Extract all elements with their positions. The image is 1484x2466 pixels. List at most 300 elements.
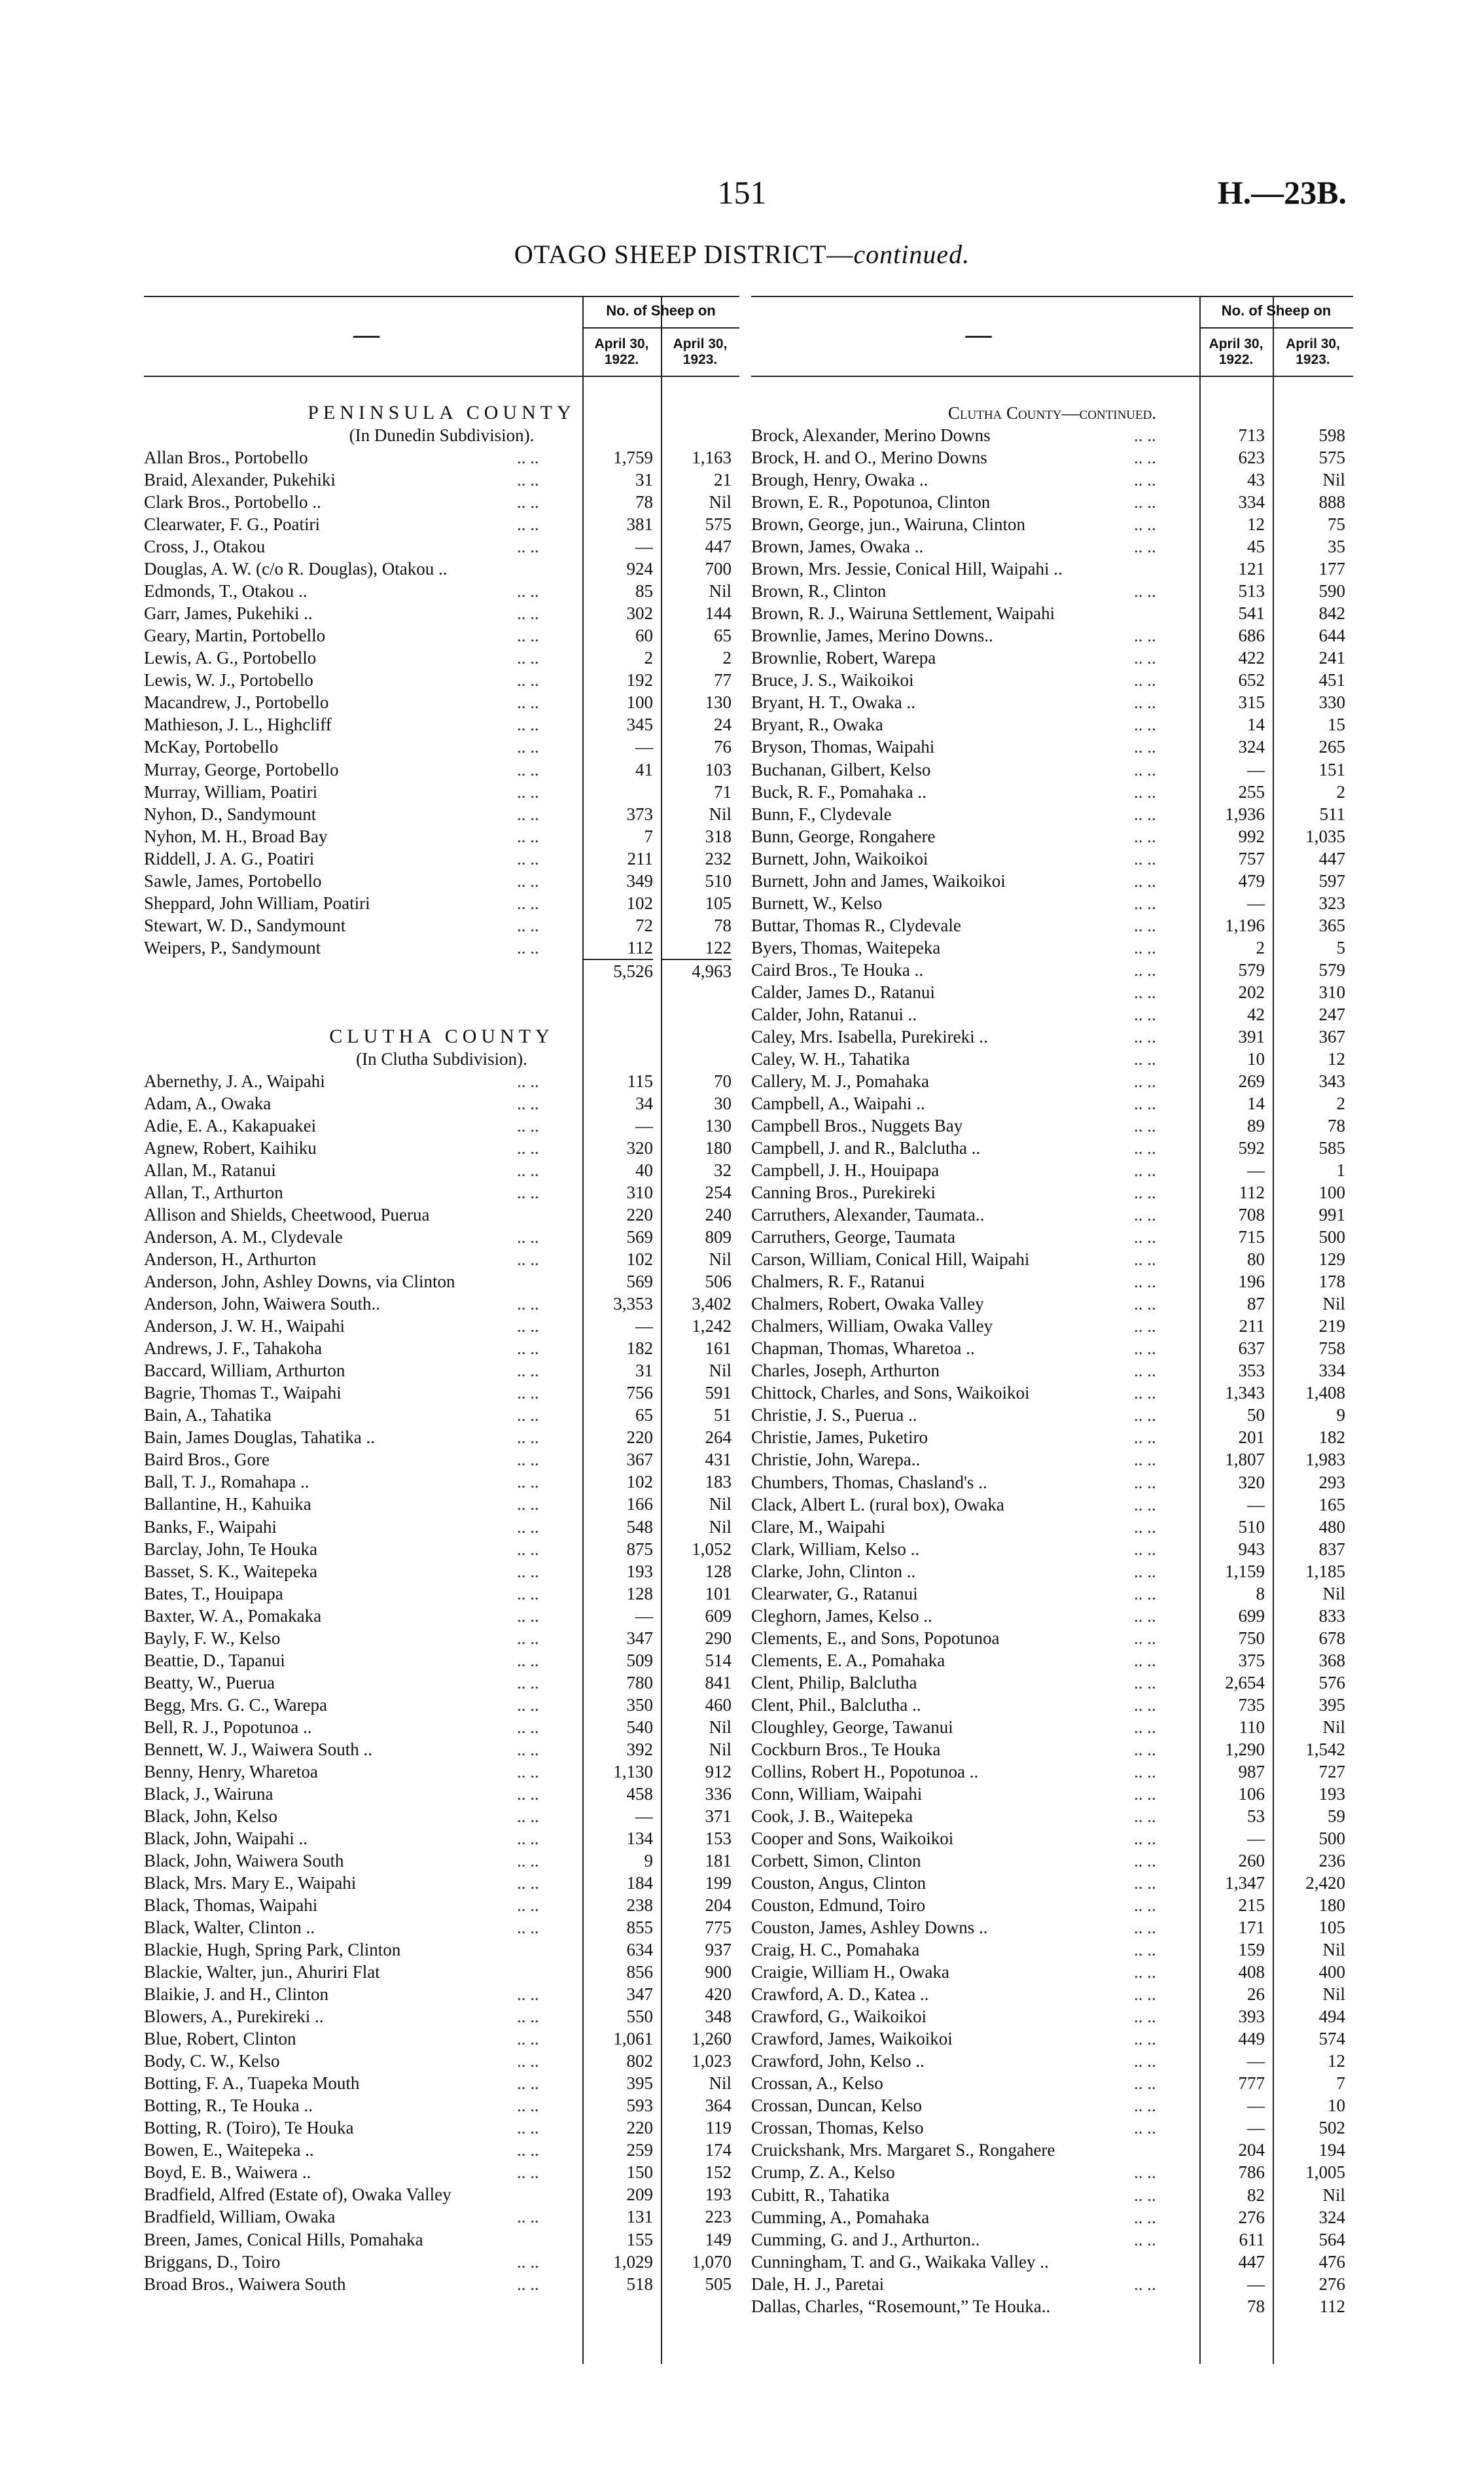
table-row: [751, 825, 1353, 848]
table-row: [144, 736, 739, 758]
value-1922: 637: [1238, 1338, 1265, 1359]
value-1923: 130: [705, 1115, 732, 1135]
leader-dots: .. ..: [1134, 1829, 1156, 1848]
table-row: [751, 491, 1353, 513]
table-row: [144, 1092, 739, 1115]
table-row: [751, 848, 1353, 870]
value-1922: 302: [626, 603, 653, 624]
entry-name: Byers, Thomas, Waitepeka: [751, 937, 941, 957]
entry-name: Crawford, G., Waikoikoi: [751, 2007, 927, 2027]
table-row: [144, 1605, 739, 1627]
leader-dots: .. ..: [1134, 848, 1156, 868]
value-1922: 85: [635, 581, 653, 601]
leader-dots: .. ..: [1134, 1806, 1156, 1826]
entry-name: Clack, Albert L. (rural box), Owaka: [751, 1494, 1004, 1514]
entry-name: Braid, Alexander, Pukehiki: [144, 470, 336, 490]
leader-dots: .. ..: [1134, 537, 1156, 557]
value-1923: 129: [1318, 1249, 1345, 1270]
entry-name: Body, C. W., Kelso: [144, 2051, 280, 2071]
table-row: [144, 1894, 739, 1916]
leader-dots: .. ..: [1134, 982, 1156, 1002]
leader-dots: .. ..: [1134, 1361, 1156, 1381]
value-1922: —: [1247, 2051, 1265, 2071]
value-1922: 715: [1238, 1227, 1265, 1247]
value-1923: 400: [1318, 1962, 1345, 1982]
value-1922: 45: [1247, 537, 1265, 557]
value-1923: 30: [714, 1093, 732, 1113]
table-row: [751, 602, 1353, 624]
table-row: [144, 2183, 739, 2206]
table-row: [144, 1538, 739, 1560]
value-1923: 574: [1318, 2029, 1345, 2049]
entry-name: Sheppard, John William, Poatiri: [144, 893, 370, 913]
entry-name: Black, J., Wairuna: [144, 1783, 274, 1804]
table-row: [751, 446, 1353, 469]
entry-name: Buchanan, Gilbert, Kelso: [751, 759, 931, 779]
leader-dots: .. ..: [1134, 1605, 1156, 1626]
value-1922: 78: [635, 492, 653, 512]
table-row: [751, 1872, 1353, 1894]
value-1923: 1,408: [1305, 1383, 1345, 1403]
table-row: [751, 1270, 1353, 1293]
value-1922: 78: [1247, 2296, 1265, 2316]
table-row: [144, 2050, 739, 2072]
value-1922: 112: [1239, 1183, 1265, 1203]
value-1923: 35: [1328, 537, 1345, 557]
value-1922: —: [1247, 893, 1265, 913]
value-1923: 122: [705, 937, 732, 957]
leader-dots: .. ..: [1134, 1227, 1156, 1247]
table-row: [144, 1359, 739, 1382]
entry-name: Carruthers, Alexander, Taumata..: [751, 1205, 985, 1225]
entry-name: Christie, John, Warepa..: [751, 1450, 921, 1470]
table-row: [751, 1070, 1353, 1092]
leader-dots: .. ..: [1134, 1450, 1156, 1470]
entry-name: Brownlie, Robert, Warepa: [751, 648, 936, 668]
table-row: [144, 2072, 739, 2094]
table-row: [751, 1337, 1353, 1359]
value-1923: 153: [705, 1828, 732, 1848]
table-row: [751, 1560, 1353, 1582]
table-row: [144, 2028, 739, 2050]
leader-dots: .. ..: [517, 1361, 539, 1381]
entry-name: Black, Walter, Clinton ..: [144, 1918, 315, 1938]
entry-name: Baird Bros., Gore: [144, 1450, 270, 1470]
table-row: [144, 1805, 739, 1827]
value-1922: 1,061: [613, 2029, 653, 2049]
value-1922: 518: [626, 2274, 653, 2294]
value-1922: 875: [626, 1539, 653, 1559]
leader-dots: .. ..: [1134, 1717, 1156, 1737]
value-1923: 2,420: [1305, 1873, 1345, 1893]
value-1922: 102: [626, 893, 653, 913]
table-row: [751, 1850, 1353, 1872]
entry-name: Bennett, W. J., Waiwera South ..: [144, 1739, 373, 1759]
entry-name: Burnett, W., Kelso: [751, 893, 883, 913]
entry-name: Caley, Mrs. Isabella, Purekireki ..: [751, 1026, 988, 1046]
leader-dots: .. ..: [517, 1338, 539, 1359]
table-row: [144, 1159, 739, 1181]
value-1923: 70: [714, 1071, 732, 1091]
value-1922: 211: [1239, 1316, 1265, 1336]
value-1922: 699: [1238, 1605, 1265, 1626]
leader-dots: .. ..: [1134, 1472, 1156, 1492]
table-row: [144, 1315, 739, 1337]
value-1922: 479: [1238, 870, 1265, 891]
leader-dots: .. ..: [517, 848, 539, 868]
leader-dots: .. ..: [1134, 1851, 1156, 1871]
leader-dots: .. ..: [517, 1628, 539, 1648]
table-row: [751, 1516, 1353, 1538]
leader-dots: .. ..: [517, 2073, 539, 2094]
table-row: [144, 1115, 739, 1137]
table-row: [751, 1894, 1353, 1916]
value-1923: 1,035: [1305, 826, 1345, 846]
entry-name: Brock, H. and O., Merino Downs: [751, 448, 987, 468]
leader-dots: .. ..: [517, 893, 539, 913]
entry-name: Anderson, John, Ashley Downs, via Clinton: [144, 1272, 455, 1292]
value-1923: 130: [705, 692, 732, 713]
entry-name: Bunn, George, Rongahere: [751, 826, 936, 846]
value-1923: 128: [705, 1561, 732, 1581]
leader-dots: .. ..: [517, 1137, 539, 1158]
value-1923: 494: [1318, 2007, 1345, 2027]
leader-dots: .. ..: [1134, 1405, 1156, 1425]
value-1923: Nil: [709, 1717, 732, 1737]
entry-name: Bowen, E., Waitepeka ..: [144, 2140, 314, 2160]
leader-dots: .. ..: [517, 514, 539, 535]
table-row: [751, 1493, 1353, 1516]
value-1922: 2: [1256, 937, 1265, 957]
table-row: [751, 1204, 1353, 1226]
value-1923: 75: [1328, 514, 1345, 535]
leader-dots: .. ..: [517, 603, 539, 624]
value-1922: 310: [626, 1183, 653, 1203]
value-1922: 215: [1238, 1895, 1265, 1916]
table-row: [144, 691, 739, 713]
table-chead-row: [751, 402, 1353, 424]
table-row: [751, 736, 1353, 758]
leader-dots: .. ..: [517, 1694, 539, 1715]
table-row: [144, 2005, 739, 2028]
header-dash: —: [965, 319, 992, 349]
value-1923: 12: [1328, 2051, 1345, 2071]
value-1922: 238: [626, 1895, 653, 1916]
table-row: [144, 1961, 739, 1983]
entry-name: Begg, Mrs. G. C., Warepa: [144, 1694, 328, 1715]
entry-name: Blowers, A., Purekireki ..: [144, 2007, 324, 2027]
table-row: [144, 1760, 739, 1783]
value-1922: 220: [626, 2118, 653, 2138]
leader-dots: .. ..: [517, 626, 539, 646]
table-row: [751, 2184, 1353, 2206]
table-row: [144, 1493, 739, 1515]
value-1923: 193: [1318, 1783, 1345, 1804]
leader-dots: .. ..: [517, 826, 539, 846]
leader-dots: .. ..: [1134, 826, 1156, 846]
leader-dots: .. ..: [517, 2118, 539, 2138]
leader-dots: .. ..: [517, 2162, 539, 2183]
entry-name: Caird Bros., Te Houka ..: [751, 959, 924, 980]
value-1923: 991: [1318, 1205, 1345, 1225]
table-total-row: [144, 959, 739, 1003]
header-col1-line1: April 30,: [1209, 336, 1263, 351]
value-1923: 5: [1336, 937, 1345, 957]
entry-name: Craigie, William H., Owaka: [751, 1962, 949, 1982]
table-row: [144, 446, 739, 469]
table-row: [144, 2161, 739, 2183]
value-1923: 343: [1318, 1071, 1345, 1091]
leader-dots: .. ..: [517, 1739, 539, 1759]
value-1922: 40: [635, 1160, 653, 1180]
leader-dots: .. ..: [1134, 1272, 1156, 1292]
value-1923: 194: [1318, 2140, 1345, 2160]
value-1923: 247: [1318, 1004, 1345, 1024]
value-1923: 758: [1318, 1338, 1345, 1359]
table-row: [751, 580, 1353, 602]
value-1923: 336: [705, 1783, 732, 1804]
leader-dots: .. ..: [517, 648, 539, 668]
value-1922: 579: [1238, 959, 1265, 980]
leader-dots: .. ..: [1134, 2274, 1156, 2294]
value-1923: 842: [1318, 603, 1345, 624]
value-1923: 700: [705, 559, 732, 579]
value-1922: 757: [1238, 848, 1265, 868]
table-row: [751, 1026, 1353, 1048]
value-1922: 89: [1247, 1116, 1265, 1135]
entry-name: Nyhon, D., Sandymount: [144, 804, 317, 824]
value-1923: 514: [705, 1650, 732, 1670]
value-1923: 174: [705, 2140, 732, 2160]
leader-dots: .. ..: [1134, 2051, 1156, 2071]
leader-dots: .. ..: [517, 1294, 539, 1314]
leader-dots: .. ..: [517, 1672, 539, 1692]
leader-dots: .. ..: [517, 2251, 539, 2272]
table-row: [144, 1516, 739, 1538]
leader-dots: .. ..: [517, 2007, 539, 2027]
leader-dots: .. ..: [517, 1873, 539, 1893]
table-row: [144, 1627, 739, 1649]
entry-name: Baccard, William, Arthurton: [144, 1361, 345, 1381]
entry-name: Cunningham, T. and G., Waikaka Valley ..: [751, 2251, 1049, 2272]
table-row: [144, 1137, 739, 1159]
value-1923: 395: [1318, 1694, 1345, 1715]
leader-dots: .. ..: [517, 1561, 539, 1581]
value-1922: 856: [626, 1962, 653, 1982]
table-row: [751, 1448, 1353, 1471]
value-1923: 236: [1318, 1851, 1345, 1871]
value-1923: 199: [705, 1873, 732, 1893]
value-1922: 260: [1238, 1851, 1265, 1871]
leader-dots: .. ..: [517, 2029, 539, 2049]
leader-dots: .. ..: [517, 581, 539, 601]
table-row: [144, 1293, 739, 1315]
table-row: [144, 2251, 739, 2273]
value-1923: Nil: [709, 1739, 732, 1759]
leader-dots: .. ..: [1134, 1338, 1156, 1359]
value-1923: 323: [1318, 893, 1345, 913]
table-row: [144, 1471, 739, 1493]
leader-dots: .. ..: [1134, 1516, 1156, 1537]
header-group-label: No. of Sheep on: [606, 302, 716, 319]
leader-dots: .. ..: [517, 759, 539, 779]
leader-dots: .. ..: [1134, 959, 1156, 980]
header-group-label: No. of Sheep on: [1221, 302, 1332, 319]
leader-dots: .. ..: [517, 1160, 539, 1180]
table-row: [751, 1716, 1353, 1738]
value-1922: 509: [626, 1650, 653, 1670]
entry-name: Clent, Philip, Balclutha: [751, 1672, 917, 1692]
entry-name: Clark Bros., Portobello ..: [144, 492, 321, 512]
value-1922: 82: [1247, 2185, 1265, 2205]
leader-dots: .. ..: [517, 1450, 539, 1470]
header-group-rule: [1199, 327, 1353, 329]
table-row: [144, 1181, 739, 1204]
entry-name: Andrews, J. F., Tahakoha: [144, 1338, 323, 1359]
value-1923: 564: [1318, 2229, 1345, 2249]
leader-dots: .. ..: [1134, 1116, 1156, 1135]
table-row: [751, 713, 1353, 736]
value-1923: Nil: [1322, 1717, 1345, 1737]
leader-dots: .. ..: [517, 492, 539, 512]
value-1922: 350: [626, 1694, 653, 1715]
value-1923: 240: [705, 1205, 732, 1225]
value-1922: 686: [1238, 626, 1265, 646]
leader-dots: .. ..: [517, 1115, 539, 1135]
leader-dots: .. ..: [517, 915, 539, 935]
table-row: [144, 1226, 739, 1248]
entry-name: Clarke, John, Clinton ..: [751, 1561, 916, 1581]
entry-name: Ball, T. J., Romahapa ..: [144, 1472, 309, 1492]
table-row: [144, 469, 739, 491]
entry-name: Conn, William, Waipahi: [751, 1783, 923, 1804]
value-1922: 924: [626, 559, 653, 579]
table-row: [751, 1961, 1353, 1983]
entry-name: (In Dunedin Subdivision).: [349, 425, 535, 446]
header-col1-line2: 1922.: [1218, 352, 1254, 367]
value-1923: Nil: [709, 1516, 732, 1537]
leader-dots: .. ..: [517, 1806, 539, 1826]
leader-dots: .. ..: [517, 737, 539, 757]
value-1923: 204: [705, 1895, 732, 1916]
value-1922: 60: [635, 626, 653, 646]
table-row: [144, 1270, 739, 1293]
page-title-main: OTAGO SHEEP DISTRICT—: [514, 240, 854, 269]
table-row: [144, 848, 739, 870]
value-1922: 131: [626, 2207, 653, 2227]
entry-name: Riddell, J. A. G., Poatiri: [144, 848, 315, 868]
value-1923: 7: [1336, 2073, 1345, 2094]
value-1922: 9: [644, 1850, 653, 1870]
entry-name: Cooper and Sons, Waikoikoi: [751, 1829, 954, 1848]
value-1923: 51: [714, 1405, 732, 1425]
table-row: [751, 1359, 1353, 1382]
value-1923: 1: [1336, 1160, 1345, 1181]
value-1922: 347: [626, 1984, 653, 2005]
leader-dots: .. ..: [1134, 2118, 1156, 2138]
leader-dots: .. ..: [1134, 915, 1156, 935]
value-1922: 41: [635, 759, 653, 779]
table-row: [144, 1738, 739, 1760]
value-1922: 786: [1238, 2162, 1265, 2183]
entry-name: Chalmers, Robert, Owaka Valley: [751, 1294, 984, 1314]
value-1922: 134: [626, 1828, 653, 1848]
entry-name: Campbell, J. and R., Balclutha ..: [751, 1138, 981, 1158]
entry-name: Allan, T., Arthurton: [144, 1183, 283, 1203]
value-1922: 756: [626, 1383, 653, 1403]
table-row: [144, 2139, 739, 2161]
value-1922: 1,936: [1225, 804, 1265, 824]
leader-dots: .. ..: [1134, 2207, 1156, 2227]
value-1922: —: [1247, 2118, 1265, 2138]
entry-name: Collins, Robert H., Popotunoa ..: [751, 1761, 979, 1781]
entry-name: Bruce, J. S., Waikoikoi: [751, 670, 914, 690]
value-1922: 345: [626, 715, 653, 735]
value-1923: 575: [1318, 448, 1345, 468]
value-1923: 609: [705, 1605, 732, 1626]
leader-dots: .. ..: [517, 1093, 539, 1113]
entry-name: Clearwater, F. G., Poatiri: [144, 514, 320, 535]
table-row: [144, 892, 739, 914]
value-1922: 550: [626, 2007, 653, 2027]
value-1923: 1,070: [692, 2251, 732, 2272]
entry-name: Anderson, H., Arthurton: [144, 1249, 317, 1270]
value-1923: Nil: [709, 1494, 732, 1514]
value-1923: 177: [1318, 559, 1345, 579]
table-row: [751, 469, 1353, 491]
leader-dots: .. ..: [1134, 937, 1156, 957]
entry-name: Macandrew, J., Portobello: [144, 692, 329, 713]
value-1923: 2: [722, 648, 732, 668]
table-row: [751, 1159, 1353, 1181]
value-1923: 888: [1318, 492, 1345, 512]
header-dash: —: [353, 319, 380, 349]
entry-name: Cumming, G. and J., Arthurton..: [751, 2229, 980, 2249]
table-row: [751, 1694, 1353, 1716]
leader-dots: .. ..: [517, 448, 539, 468]
header-bottom-rule: [751, 376, 1353, 377]
table-row: [144, 624, 739, 647]
value-1923: 219: [1318, 1316, 1345, 1336]
value-1922: 53: [1247, 1806, 1265, 1826]
value-1923: 371: [705, 1806, 732, 1826]
leader-dots: .. ..: [1134, 1583, 1156, 1603]
value-1923: 500: [1318, 1829, 1345, 1848]
page-title-suffix: continued.: [853, 240, 970, 269]
value-1923: 678: [1318, 1628, 1345, 1648]
value-1923: 78: [714, 915, 732, 935]
table-row: [144, 1716, 739, 1738]
value-1922: 5,526: [582, 959, 653, 982]
table-row: [751, 669, 1353, 691]
entry-name: Breen, James, Conical Hills, Pomahaka: [144, 2229, 423, 2249]
entry-name: Couston, Edmund, Toiro: [751, 1895, 926, 1916]
value-1923: 1,542: [1305, 1739, 1345, 1759]
value-1923: 368: [1318, 1650, 1345, 1670]
table-row: [751, 691, 1353, 713]
entry-name: Stewart, W. D., Sandymount: [144, 915, 346, 935]
value-1922: 121: [1238, 559, 1265, 579]
entry-name: Caley, W. H., Tahatika: [751, 1048, 910, 1069]
header-col2-line2: 1923.: [682, 352, 718, 367]
entry-name: Campbell Bros., Nuggets Bay: [751, 1116, 963, 1135]
table-row: [144, 2117, 739, 2139]
value-1922: —: [1247, 1494, 1265, 1514]
entry-name: Christie, J. S., Puerua ..: [751, 1405, 917, 1425]
table-row: [751, 803, 1353, 825]
value-1923: 367: [1318, 1026, 1345, 1046]
value-1922: 992: [1238, 826, 1265, 846]
